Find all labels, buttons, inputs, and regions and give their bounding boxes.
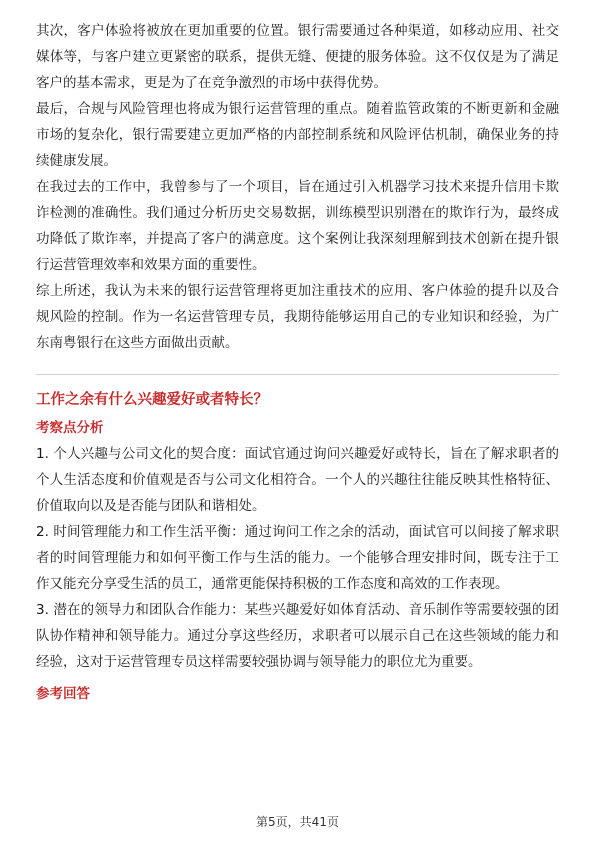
analysis-point: 3. 潜在的领导力和团队合作能力：某些兴趣爱好如体育活动、音乐制作等需要较强的团队协作精神和领导能力。通过分享这些经历，求职者可以展示自己在这些领域的能力和经验，这对于运营管理专员这样需要较强协调与领导能力的职位尤为重要。 [36, 602, 559, 670]
analysis-heading: 考察点分析 [36, 420, 104, 436]
analysis-point: 1. 个人兴趣与公司文化的契合度：面试官通过询问兴趣爱好或特长，旨在了解求职者的个人生活态度和价值观是否与公司文化相符合。一个人的兴趣往往能反映其性格特征、价值取向以及是否能与团队和谐相处。 [36, 446, 559, 514]
page-footer: 第5页，共41页 [256, 815, 339, 829]
intro-paragraph: 最后，合规与风险管理也将成为银行运营管理的重点。随着监管政策的不断更新和金融市场的复杂化，银行需要建立更加严格的内部控制系统和风险评估机制，确保业务的持续健康发展。 [36, 101, 559, 169]
document-page [36, 18, 559, 707]
analysis-point: 2. 时间管理能力和工作生活平衡：通过询问工作之余的活动，面试官可以间接了解求职者的时间管理能力和如何平衡工作与生活的能力。一个能够合理安排时间，既专注于工作又能充分享受生活的员工，通常更能保持积极的工作态度和高效的工作表现。 [36, 524, 559, 592]
question-title: 工作之余有什么兴趣爱好或者特长？ [36, 392, 268, 408]
reference-heading: 参考回答 [36, 686, 90, 702]
intro-paragraph: 其次，客户体验将被放在更加重要的位置。银行需要通过各种渠道，如移动应用、社交媒体等，与客户建立更紧密的联系，提供无缝、便捷的服务体验。这不仅仅是为了满足客户的基本需求，更是为了在竞争激烈的市场中获得优势。 [36, 23, 559, 91]
section-divider [36, 374, 559, 375]
intro-paragraph: 在我过去的工作中，我曾参与了一个项目，旨在通过引入机器学习技术来提升信用卡欺诈检测的准确性。我们通过分析历史交易数据，训练模型识别潜在的欺诈行为，最终成功降低了欺诈率，并提高了客户的满意度。这个案例让我深刻理解到技术创新在提升银行运营管理效率和效果方面的重要性。 [36, 179, 559, 273]
intro-paragraph: 综上所述，我认为未来的银行运营管理将更加注重技术的应用、客户体验的提升以及合规风险的控制。作为一名运营管理专员，我期待能够运用自己的专业知识和经验，为广东南粤银行在这些方面做出贡献。 [36, 283, 559, 351]
